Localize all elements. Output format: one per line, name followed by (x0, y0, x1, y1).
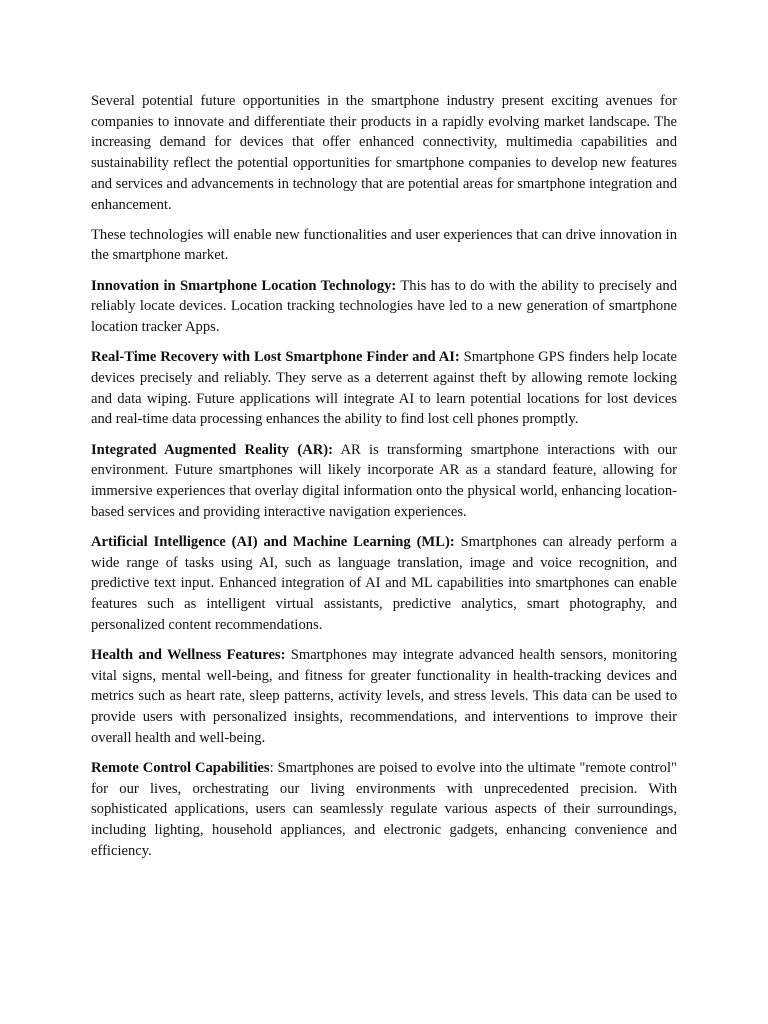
section-heading: Innovation in Smartphone Location Technology: (91, 277, 397, 294)
section-heading: Remote Control Capabilities (91, 759, 270, 776)
section-augmented-reality (91, 440, 677, 523)
section-heading: Artificial Intelligence (AI) and Machine Learning (ML): (91, 533, 455, 550)
section-health-wellness (91, 645, 677, 749)
section-heading: Real-Time Recovery with Lost Smartphone Finder and AI: (91, 349, 460, 366)
section-body: AR is transforming smartphone interactions with our environment. Future smartphones will likely incorporate AR as a standard feature, allowing for immersive experiences that overlay digital information onto the physical world, enhancing location-based services and providing interactive navigation experiences. (91, 441, 677, 520)
section-heading: Health and Wellness Features: (91, 646, 286, 663)
section-remote-control (91, 758, 677, 862)
intro-paragraph-2: These technologies will enable new functionalities and user experiences that can drive innovation in the smartphone market. (91, 226, 677, 264)
document-page (91, 91, 677, 871)
section-ai-ml (91, 532, 677, 636)
section-heading: Integrated Augmented Reality (AR): (91, 441, 334, 458)
intro-paragraph-1: Several potential future opportunities in the smartphone industry present exciting avenues for companies to innovate and differentiate their products in a rapidly evolving market landscape. The increasing demand for devices that offer enhanced connectivity, multimedia capabilities and sustainability reflect the potential opportunities for smartphone companies to develop new features and services and advancements in technology that are potential areas for smartphone integration and enhancement. (91, 93, 677, 213)
section-body: Smartphones can already perform a wide range of tasks using AI, such as language translation, image and voice recognition, and predictive text input. Enhanced integration of AI and ML capabilities into smartphones can enable features such as intelligent virtual assistants, predictive analytics, smart photography, and personalized content recommendations. (91, 533, 678, 633)
section-body: Smartphones may integrate advanced health sensors, monitoring vital signs, mental well-being, and fitness for greater functionality in health-tracking devices and metrics such as heart rate, sleep patterns, activity levels, and stress levels. This data can be used to provide users with personalized insights, recommendations, and interventions to improve their overall health and well-being. (91, 646, 677, 746)
section-body: This has to do with the ability to precisely and reliably locate devices. Location tracking technologies have led to a new generation of smartphone location tracker Apps. (91, 277, 677, 336)
section-location-technology (91, 276, 677, 338)
section-lost-smartphone-finder (91, 347, 677, 430)
section-body: Smartphone GPS finders help locate devices precisely and reliably. They serve as a deterrent against theft by allowing remote locking and data wiping. Future applications will integrate AI to learn potential locations for lost devices and real-time data processing enhances the ability to find lost cell phones promptly. (91, 349, 677, 428)
section-body: : Smartphones are poised to evolve into the ultimate "remote control" for our lives, orchestrating our living environments with unprecedented precision. With sophisticated applications, users can seamlessly regulate various aspects of their surroundings, including lighting, household appliances, and electronic gadgets, enhancing convenience and efficiency. (91, 759, 677, 859)
